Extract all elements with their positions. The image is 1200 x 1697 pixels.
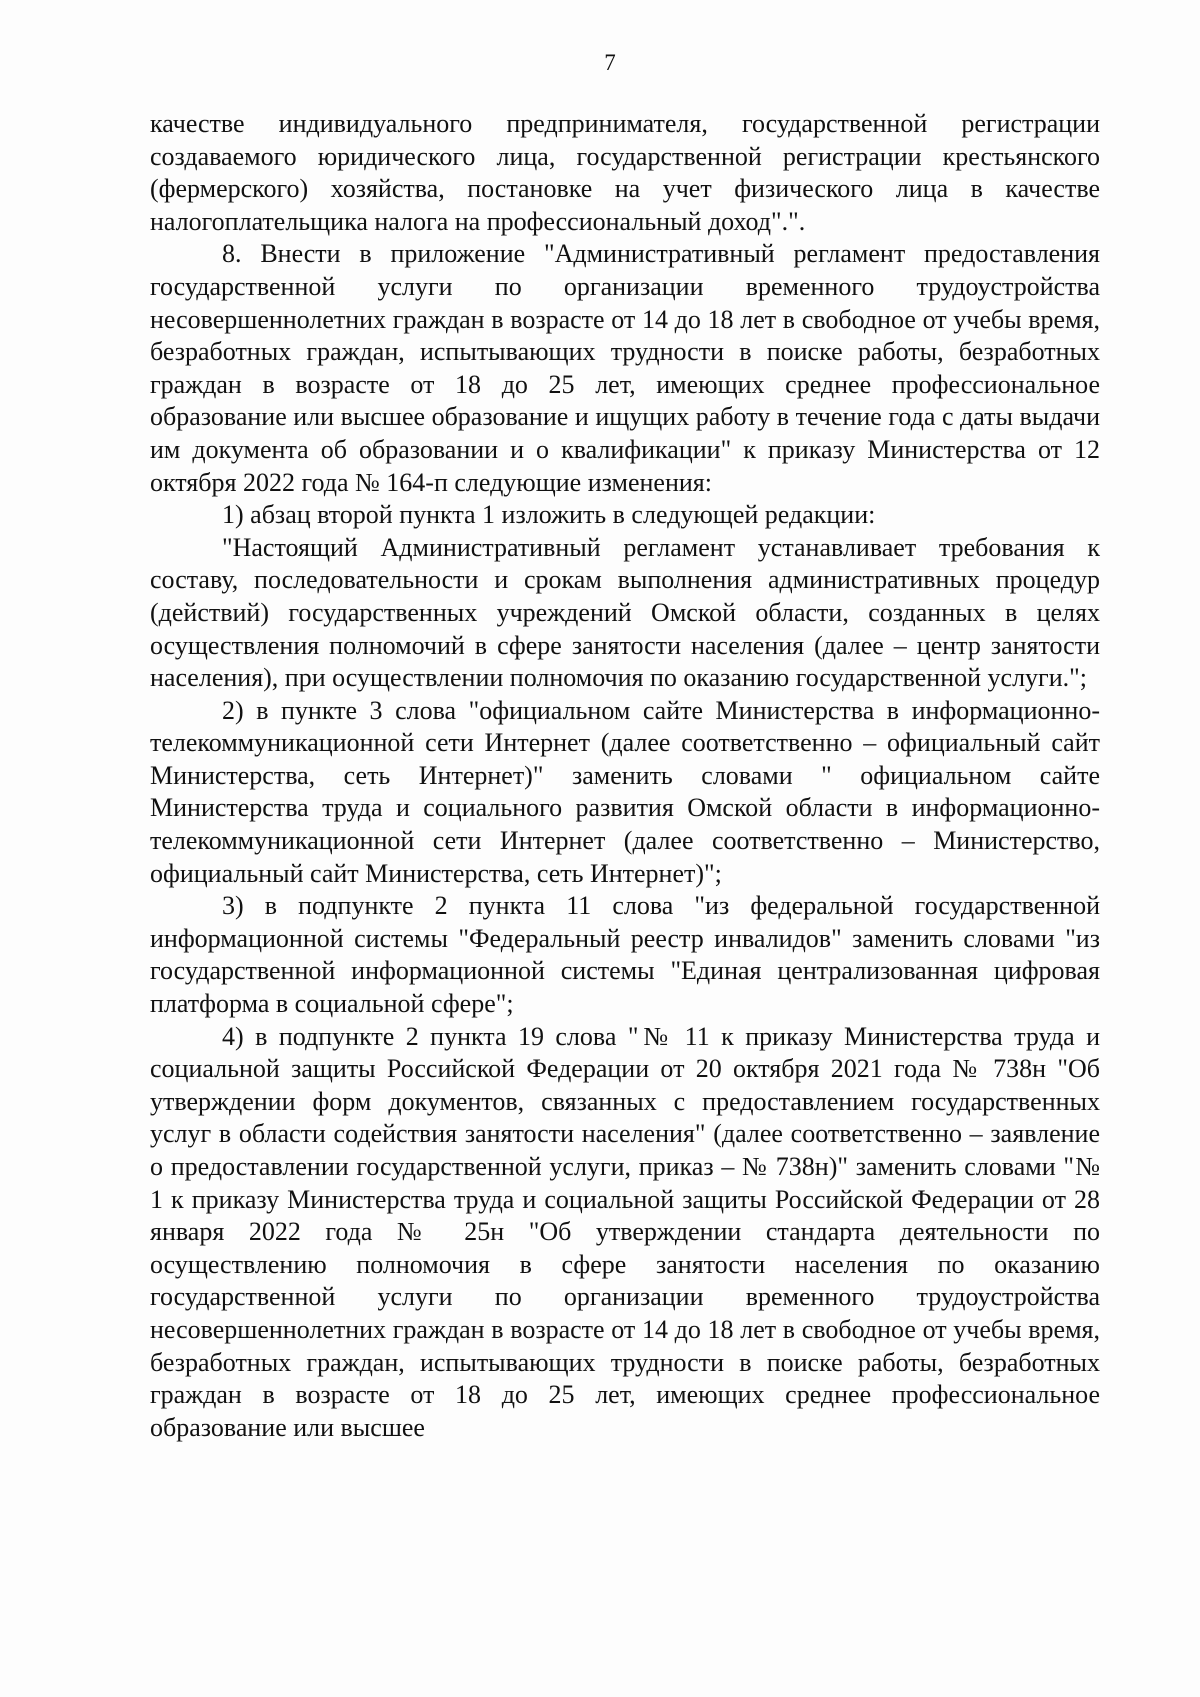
- paragraph-subitem-3: 3) в подпункте 2 пункта 11 слова "из федеральной государственной информационной системы "Федеральный реестр инвалидов" заменить словами "из государственной информационной системы "Единая централизованная цифровая платформа в социальной сфере";: [150, 891, 1100, 1019]
- paragraph-item-8: 8. Внести в приложение "Административный регламент предоставления государственной услуги по организации временного трудоустройства несовершеннолетних граждан в возрасте от 14 до 18 лет в свободное от учебы время, безработных граждан, испытывающих трудности в поиске работы, безработных граждан в возрасте от 18 до 25 лет, имеющих среднее профессиональное образование или высшее образование и ищущих работу в течение года с даты выдачи им документа об образовании и о квалификации" к приказу Министерства от 12 октября 2022 года № 164-п следующие изменения:: [150, 239, 1100, 497]
- paragraph-subitem-4: 4) в подпункте 2 пункта 19 слова "№ 11 к приказу Министерства труда и социальной защиты Российской Федерации от 20 октября 2021 года № 738н "Об утверждении форм документов, связанных с предоставлением государственных услуг в области содействия занятости населения" (далее соответственно – заявление о предоставлении государственной услуги, приказ – № 738н)" заменить словами "№ 1 к приказу Министерства труда и социальной защиты Российской Федерации от 28 января 2022 года № 25н "Об утверждении стандарта деятельности по осуществлению полномочия в сфере занятости населения по оказанию государственной услуги по организации временного трудоустройства несовершеннолетних граждан в возрасте от 14 до 18 лет в свободное от учебы время, безработных граждан, испытывающих трудности в поиске работы, безработных граждан в возрасте от 18 до 25 лет, имеющих среднее профессиональное образование или высшее: [150, 1021, 1100, 1442]
- paragraph-subitem-1: 1) абзац второй пункта 1 изложить в следующей редакции:: [222, 500, 876, 530]
- document-body: [150, 108, 1100, 1444]
- paragraph-quoted-text: "Настоящий Административный регламент устанавливает требования к составу, последовательности и срокам выполнения административных процедур (действий) государственных учреждений Омской области, созданных в целях осуществления полномочий в сфере занятости населения (далее – центр занятости населения), при осуществлении полномочия по оказанию государственной услуги.";: [150, 532, 1100, 693]
- paragraph-continuation: качестве индивидуального предпринимателя, государственной регистрации создаваемого юридического лица, государственной регистрации крестьянского (фермерского) хозяйства, постановке на учет физического лица в качестве налогоплательщика налога на профессиональный доход".".: [150, 109, 1100, 236]
- paragraph-subitem-2: 2) в пункте 3 слова "официальном сайте Министерства в информационно-телекоммуникационной сети Интернет (далее соответственно – официальный сайт Министерства, сеть Интернет)" заменить словами " официальном сайте Министерства труда и социального развития Омской области в информационно-телекоммуникационной сети Интернет (далее соответственно – Министерство, официальный сайт Министерства, сеть Интернет)";: [150, 695, 1100, 888]
- page-number: 7: [604, 50, 616, 75]
